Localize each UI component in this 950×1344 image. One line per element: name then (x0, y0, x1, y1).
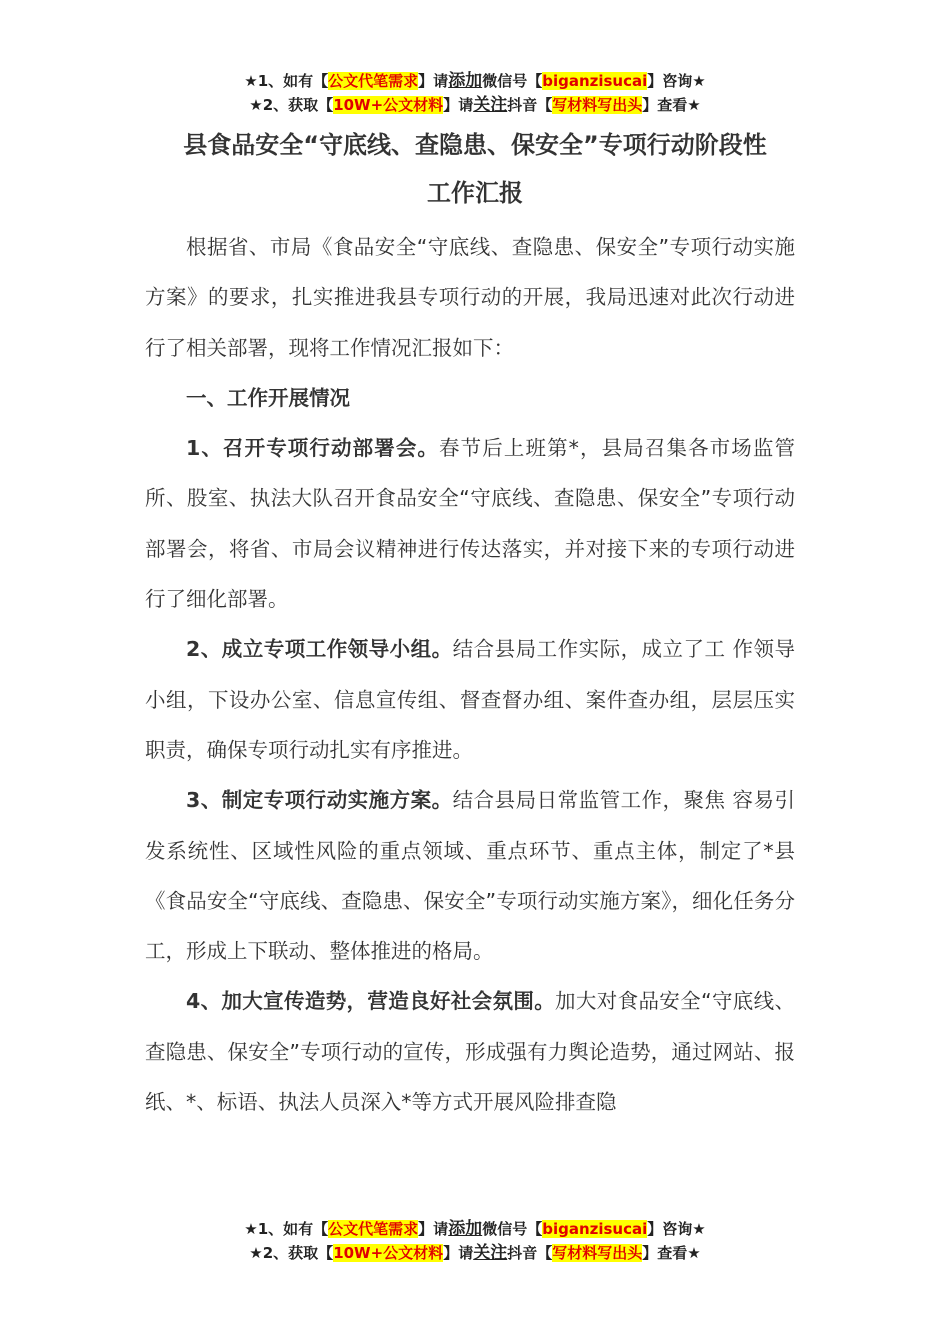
banner-line-2 (0, 93, 950, 117)
item-lead: 2、成立专项工作领导小组。 (186, 637, 453, 662)
item-text: 结合县局日常监管工作，聚焦 容易引发系统性、区域性风险的重点领域、重点环节、重点主体，制定了*县《食品安全“守底线、查隐患、保安全”专项行动实施方案》，细化任务分工，形成上下联动、整体推进的格局。 (145, 788, 796, 964)
banner-text: 抖音【 (507, 96, 553, 114)
intro-paragraph: 根据省、市局《食品安全“守底线、查隐患、保安全”专项行动实施方案》的要求，扎实推进我县专项行动的开展，我局迅速对此次行动进行了相关部署，现将工作情况汇报如下： (145, 235, 795, 360)
item-paragraph-1 (145, 423, 795, 624)
banner-prefix: ★2、获取【 (249, 96, 334, 114)
document-body (145, 222, 795, 1127)
header-banner (0, 69, 950, 117)
banner-prefix: ★2、获取【 (249, 1244, 334, 1262)
banner-highlight: 10W+公文材料 (333, 1244, 444, 1262)
banner-douyin-id: 写材料写出头 (552, 96, 643, 114)
banner-text: 微信号【 (482, 1220, 543, 1238)
banner-text: 抖音【 (507, 1244, 553, 1262)
banner-emphasis: 关注 (473, 95, 508, 115)
banner-highlight: 公文代笔需求 (328, 72, 419, 90)
banner-wechat-id: biganzisucai (542, 72, 648, 90)
item-paragraph-3 (145, 775, 795, 976)
banner-text: 】请 (443, 1244, 474, 1262)
banner-text: 】请 (418, 1220, 449, 1238)
item-text: 春节后上班第*，县局召集各市场监管所、股室、执法大队召开食品安全“守底线、查隐患、保安全”专项行动部署会，将省、市局会议精神进行传达落实，并对接下来的专项行动进行了细化部署。 (145, 436, 796, 612)
item-text: 加大对食品安全“守底线、查隐患、保安全”专项行动的宣传，形成强有力舆论造势，通过网站、报纸、*、标语、执法人员深入*等方式开展风险排查隐 (145, 989, 796, 1115)
banner-line-1 (0, 69, 950, 93)
banner-prefix: ★1、如有【 (244, 72, 329, 90)
item-paragraph-4 (145, 976, 795, 1127)
banner-highlight: 公文代笔需求 (328, 1220, 419, 1238)
banner-emphasis: 添加 (448, 1219, 483, 1239)
banner-highlight: 10W+公文材料 (333, 96, 444, 114)
item-paragraph-2 (145, 624, 795, 775)
banner-text: 】请 (443, 96, 474, 114)
banner-suffix: 】咨询★ (647, 72, 706, 90)
item-lead: 4、加大宣传造势，营造良好社会氛围。 (186, 989, 556, 1014)
title-line-1: 县食品安全“守底线、查隐患、保安全”专项行动阶段性 (183, 131, 767, 159)
banner-line-2 (0, 1241, 950, 1265)
banner-wechat-id: biganzisucai (542, 1220, 648, 1238)
banner-line-1 (0, 1217, 950, 1241)
item-lead: 3、制定专项行动实施方案。 (186, 788, 453, 813)
item-text: 结合县局工作实际，成立了工 作领导小组，下设办公室、信息宣传组、督查督办组、案件查办组，层层压实职责，确保专项行动扎实有序推进。 (145, 637, 796, 762)
banner-douyin-id: 写材料写出头 (552, 1244, 643, 1262)
section-heading: 一、工作开展情况 (186, 385, 350, 410)
banner-prefix: ★1、如有【 (244, 1220, 329, 1238)
banner-suffix: 】查看★ (642, 1244, 701, 1262)
banner-text: 】请 (418, 72, 449, 90)
footer-banner (0, 1217, 950, 1265)
title-line-2: 工作汇报 (427, 179, 523, 207)
banner-text: 微信号【 (482, 72, 543, 90)
banner-suffix: 】咨询★ (647, 1220, 706, 1238)
banner-emphasis: 关注 (473, 1243, 508, 1263)
document-title (145, 121, 805, 217)
item-lead: 1、召开专项行动部署会。 (186, 436, 440, 461)
banner-suffix: 】查看★ (642, 96, 701, 114)
banner-emphasis: 添加 (448, 71, 483, 91)
